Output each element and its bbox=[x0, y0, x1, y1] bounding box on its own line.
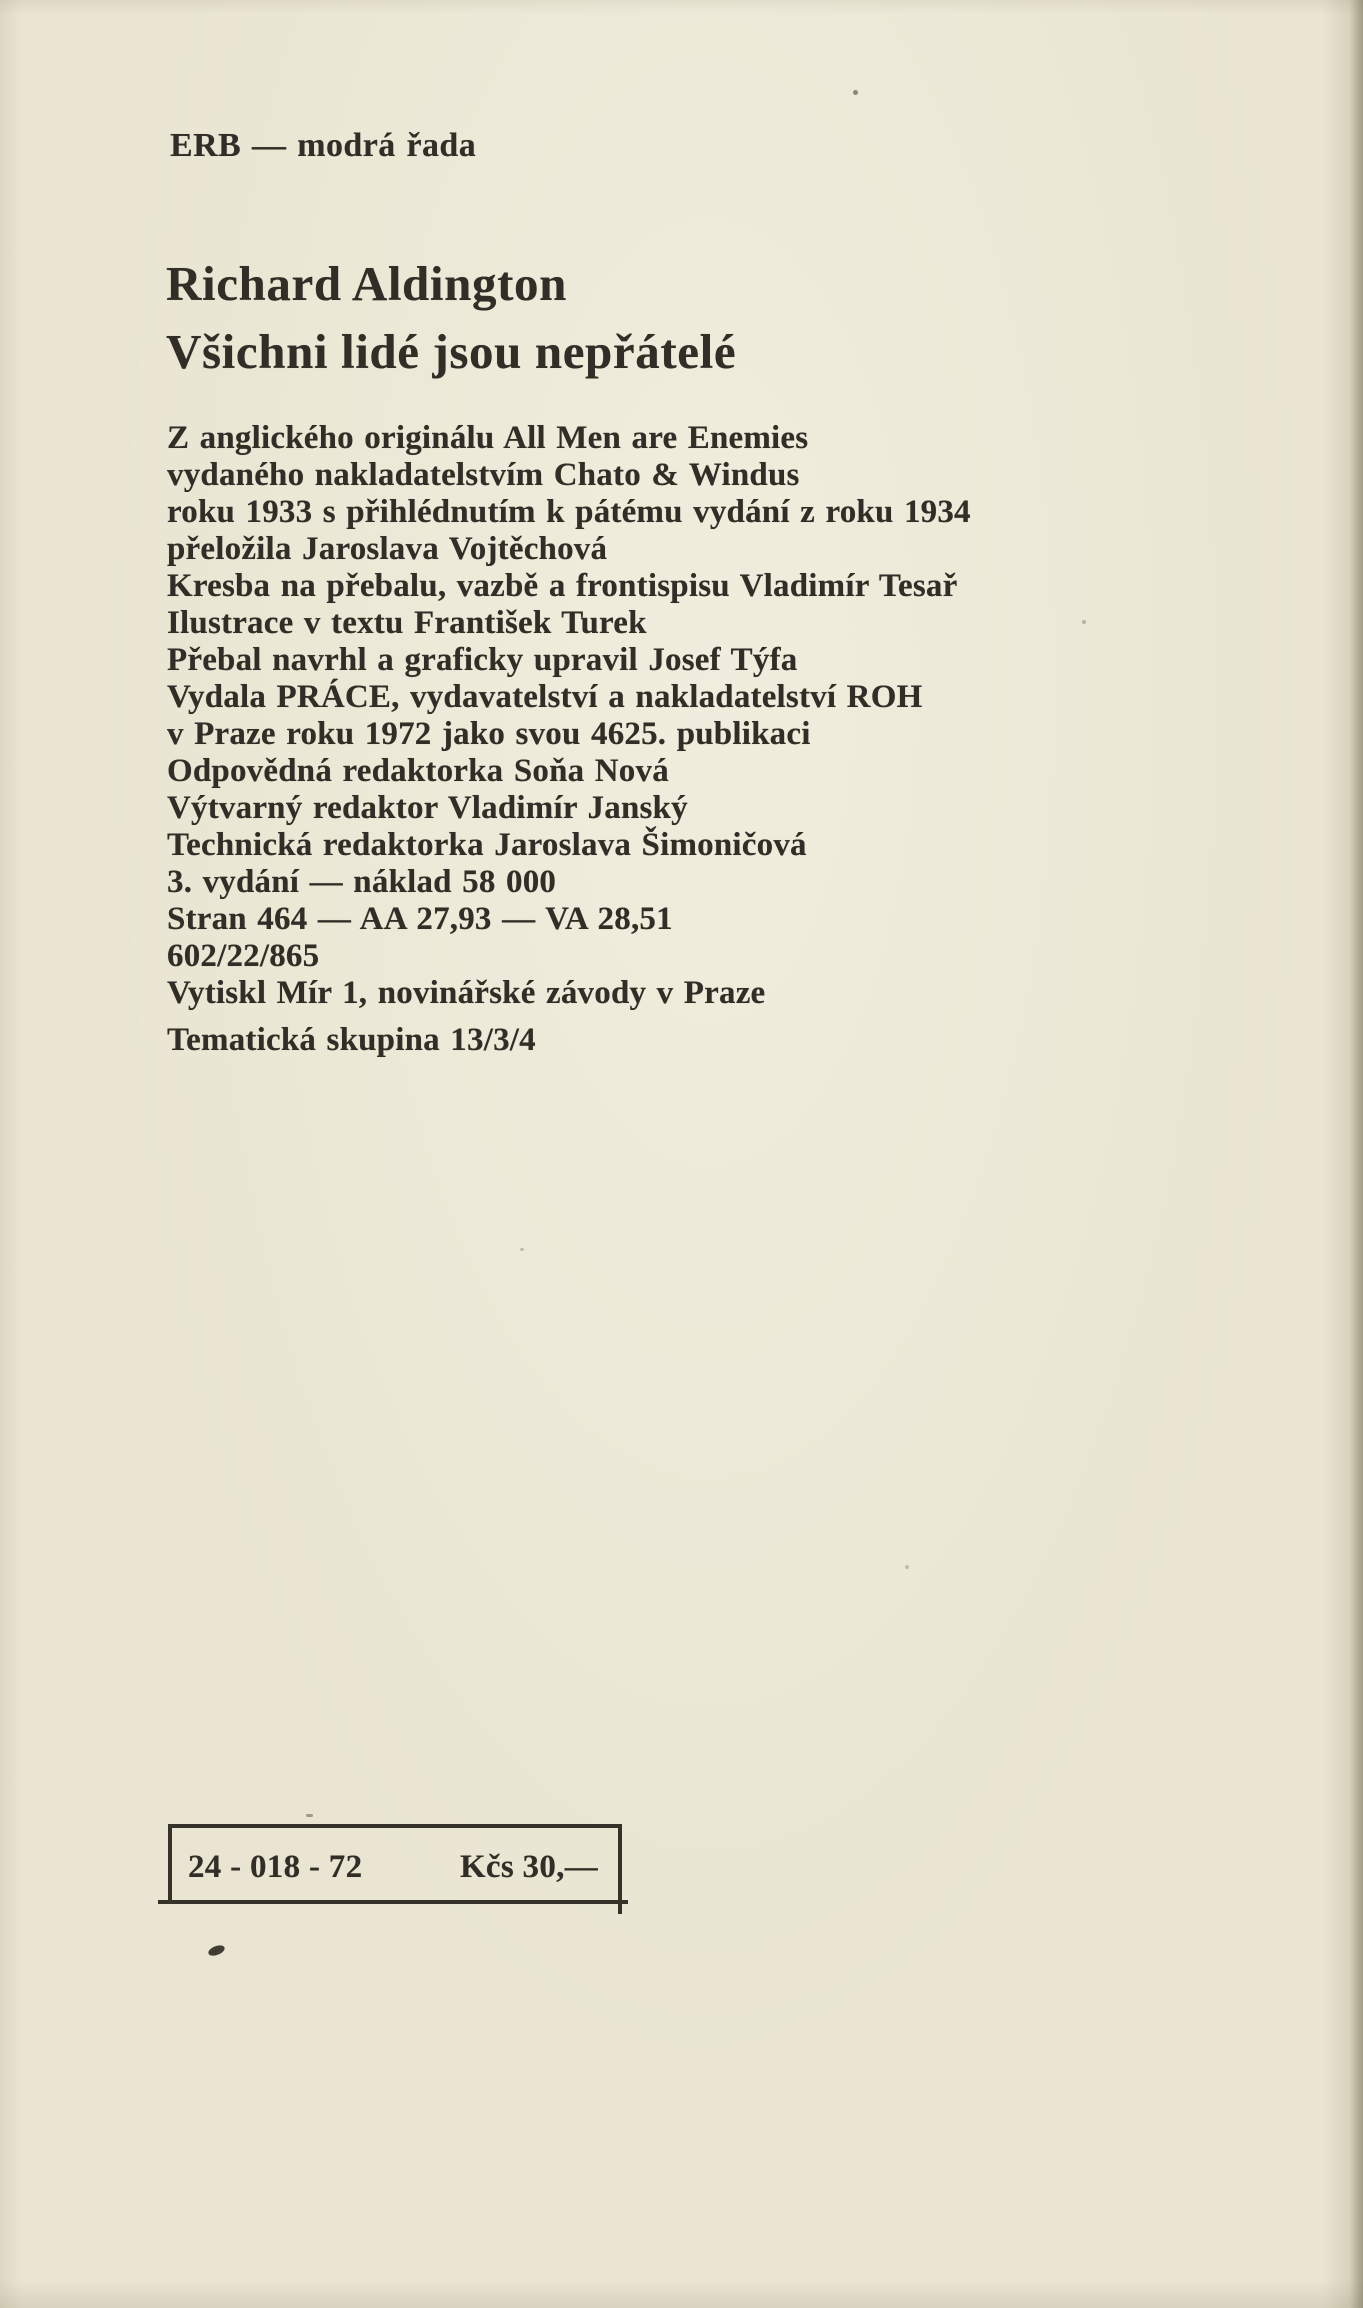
ink-smudge bbox=[207, 1943, 226, 1958]
colophon-line: 3. vydání — náklad 58 000 bbox=[167, 864, 557, 900]
colophon-line: Kresba na přebalu, vazbě a frontispisu Vladimír Tesař bbox=[167, 568, 958, 604]
price-box bbox=[168, 1824, 622, 1904]
colophon-line: Vydala PRÁCE, vydavatelství a nakladatelství ROH bbox=[167, 679, 923, 715]
price-box-bottom-rule bbox=[158, 1900, 628, 1904]
paper-speck bbox=[306, 1814, 313, 1817]
colophon-line: roku 1933 s přihlédnutím k pátému vydání z roku 1934 bbox=[167, 494, 971, 530]
paper-speck bbox=[1082, 620, 1086, 624]
paper-speck bbox=[520, 1248, 524, 1251]
colophon-line: Stran 464 — AA 27,93 — VA 28,51 bbox=[167, 901, 673, 937]
price-label: Kčs 30,— bbox=[459, 1848, 598, 1885]
colophon-block bbox=[167, 420, 971, 1012]
catalog-code: 24 - 018 - 72 bbox=[188, 1848, 363, 1885]
colophon-line: Vytiskl Mír 1, novinářské závody v Praze bbox=[167, 975, 766, 1011]
colophon-line: Odpovědná redaktorka Soňa Nová bbox=[167, 753, 669, 789]
colophon-line: Přebal navrhl a graficky upravil Josef Týfa bbox=[167, 642, 798, 678]
author-name: Richard Aldington bbox=[166, 256, 567, 311]
page-edge-shadow bbox=[1349, 0, 1363, 2308]
series-label: ERB — modrá řada bbox=[170, 127, 477, 164]
book-title: Všichni lidé jsou nepřátelé bbox=[166, 324, 737, 379]
colophon-line: Ilustrace v textu František Turek bbox=[167, 605, 647, 641]
price-box-border-artifact bbox=[618, 1902, 622, 1914]
colophon-line: Technická redaktorka Jaroslava Šimoničová bbox=[167, 827, 807, 863]
paper-speck bbox=[905, 1565, 909, 1569]
colophon-line: v Praze roku 1972 jako svou 4625. publikaci bbox=[167, 716, 811, 752]
thematic-group-label: Tematická skupina 13/3/4 bbox=[167, 1022, 536, 1058]
colophon-line: 602/22/865 bbox=[167, 938, 320, 974]
colophon-line: Výtvarný redaktor Vladimír Janský bbox=[167, 790, 688, 826]
colophon-line: Z anglického originálu All Men are Enemies bbox=[167, 420, 809, 456]
colophon-line: vydaného nakladatelstvím Chato & Windus bbox=[167, 457, 800, 493]
paper-speck bbox=[853, 90, 858, 95]
colophon-line: přeložila Jaroslava Vojtěchová bbox=[167, 531, 608, 567]
